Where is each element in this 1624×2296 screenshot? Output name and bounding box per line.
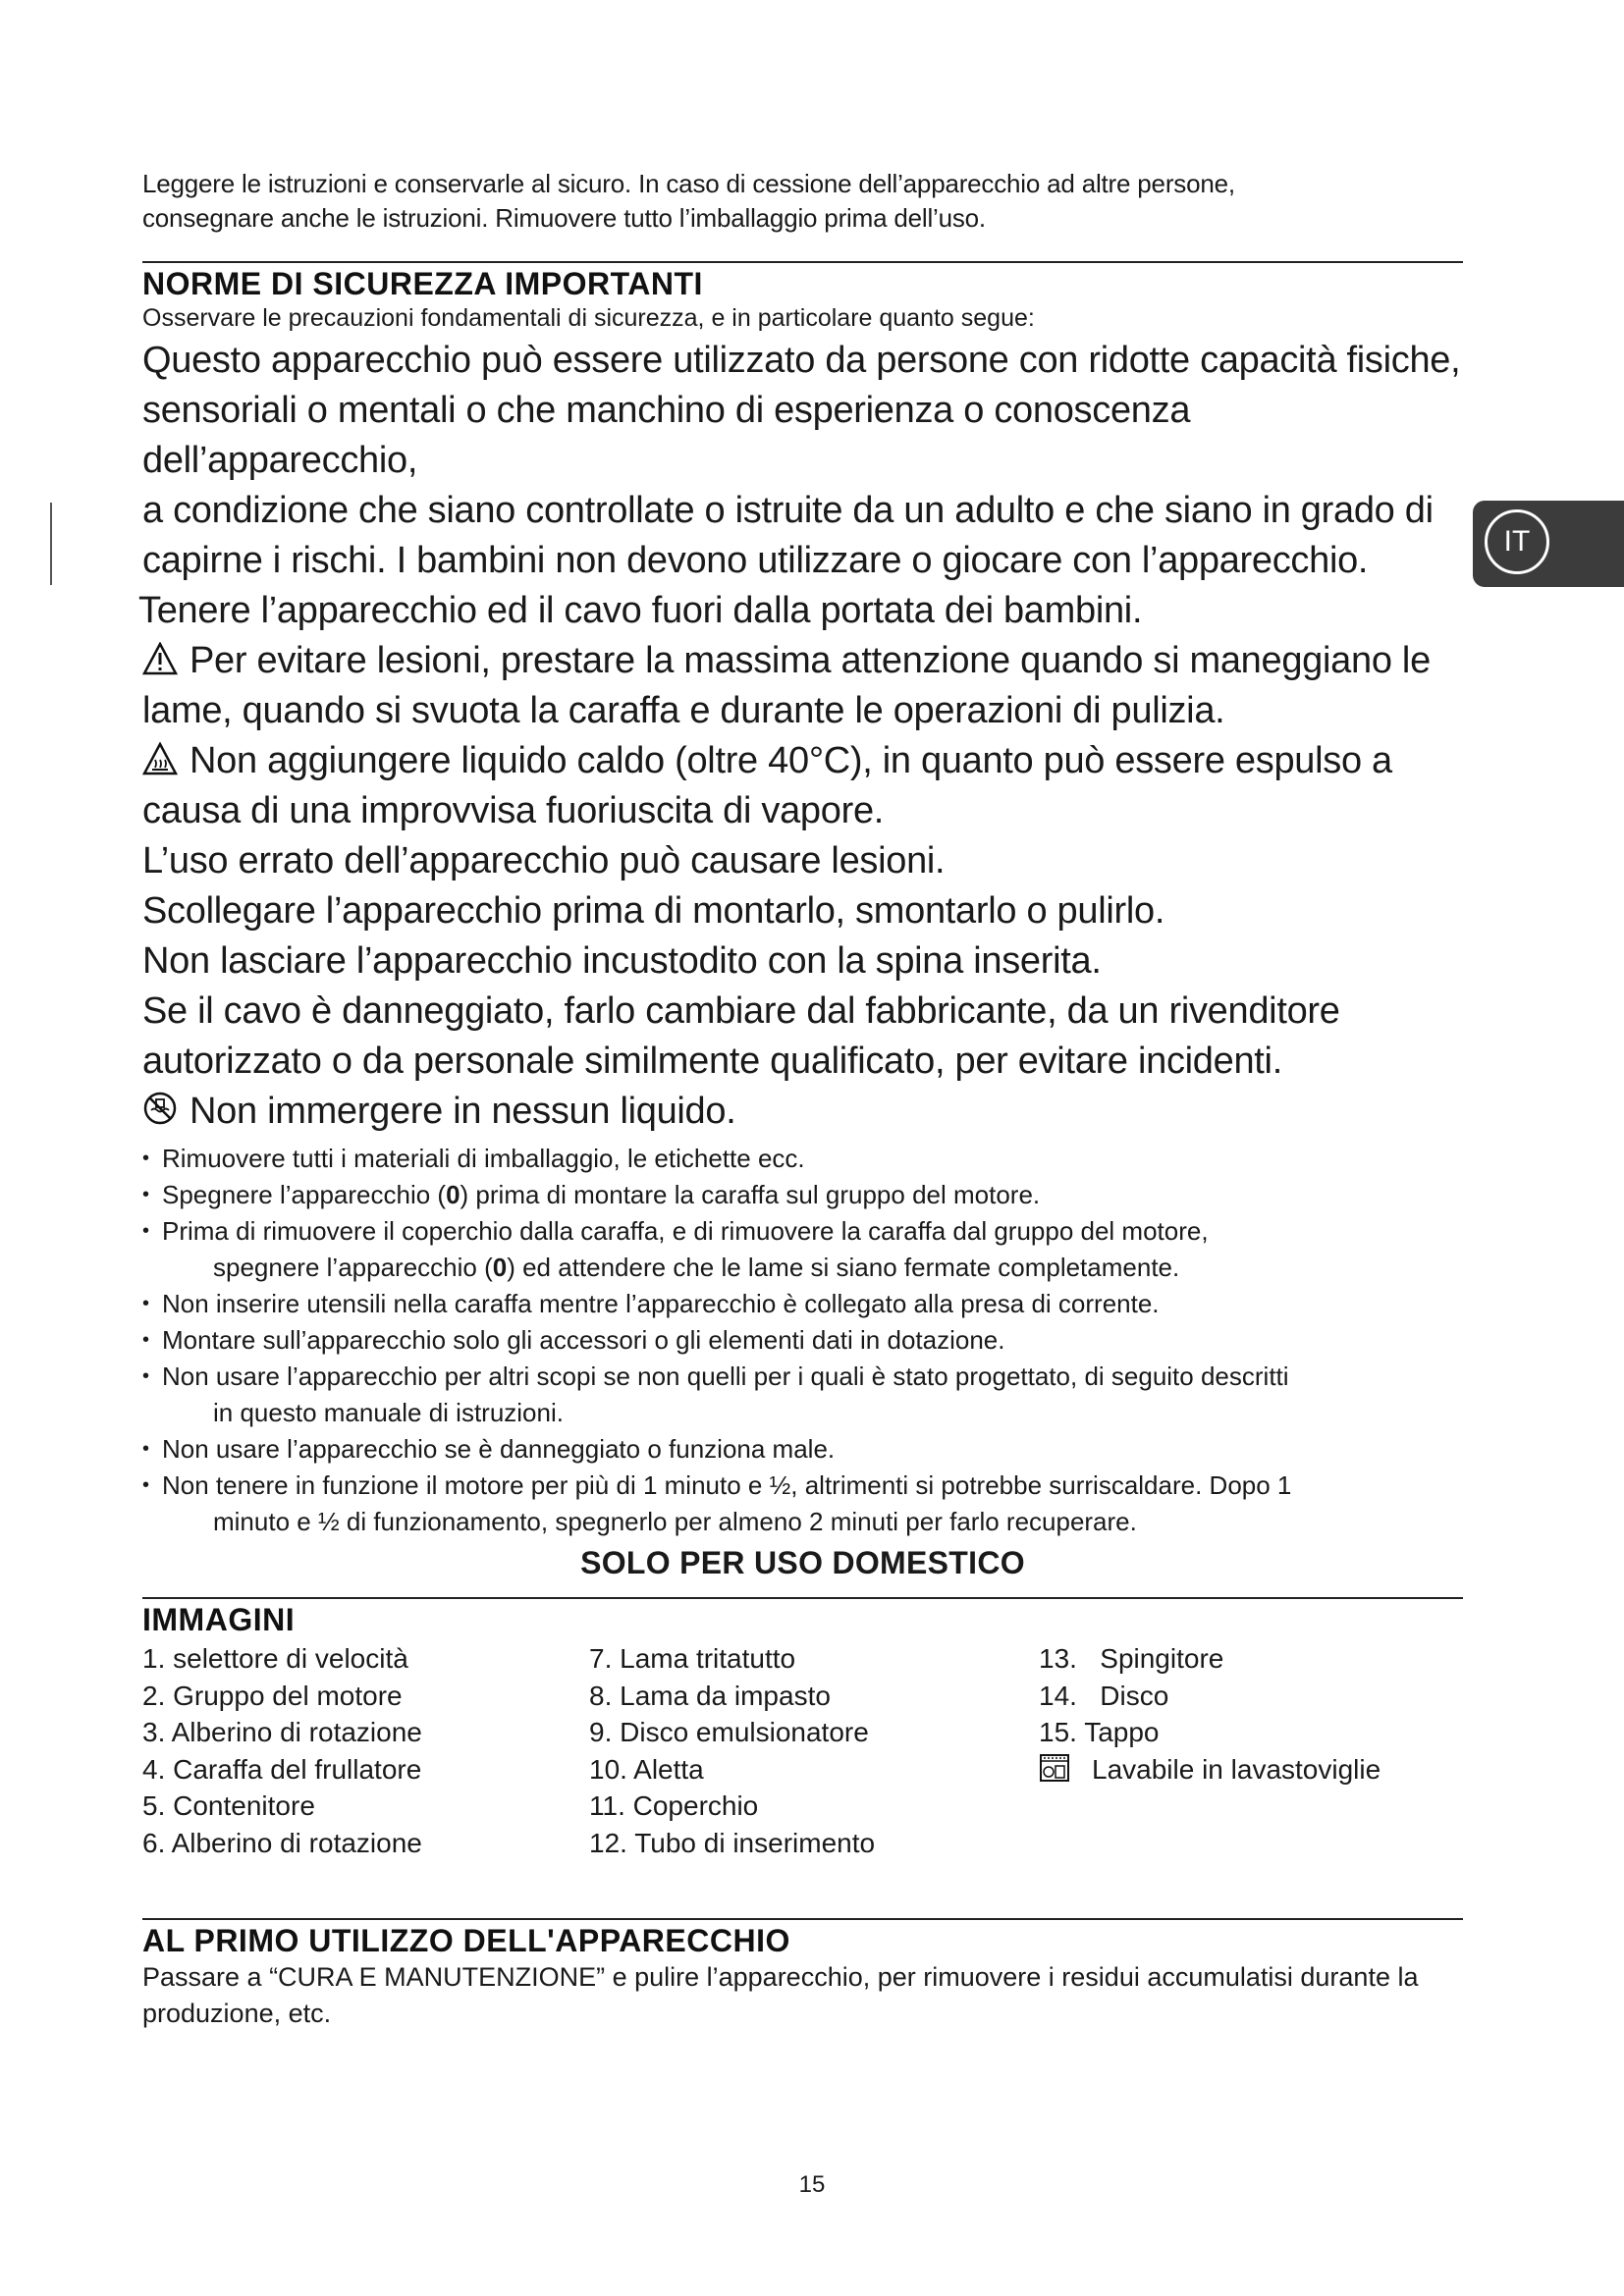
part-item: 4. Caraffa del frullatore [142,1753,422,1785]
part-item: 6. Alberino di rotazione [142,1827,422,1858]
warning-line: L’uso errato dell’apparecchio può causare lesioni. [142,840,946,881]
warning-line: Questo apparecchio può essere utilizzato da persone con ridotte capacità fisiche, [142,340,1461,381]
warning-line-with-icon [142,1087,1463,1137]
hot-surface-warning-icon [142,739,178,773]
warning-text: Non aggiungere liquido caldo (oltre 40°C), in quanto può essere espulso a [189,740,1392,781]
safety-title: NORME DI SICUREZZA IMPORTANTI [142,266,703,301]
language-tab-label: IT [1485,509,1549,574]
part-item: 14. Disco [1039,1680,1169,1711]
warning-line: capirne i rischi. I bambini non devono utilizzare o giocare con l’apparecchio. [142,540,1369,581]
list-item [142,1322,1463,1359]
page-content [138,167,1463,2032]
margin-mark [50,503,52,585]
part-item: 11. Coperchio [589,1790,759,1821]
list-item-text: Rimuovere tutti i materiali di imballaggio, le etichette ecc. [162,1144,805,1173]
warning-line: autorizzato o da personale similmente qualificato, per evitare incidenti. [142,1041,1282,1082]
first-use-title: AL PRIMO UTILIZZO DELL'APPARECCHIO [142,1923,790,1958]
list-item-continuation: minuto e ½ di funzionamento, spegnerlo per almeno 2 minuti per farlo recuperare. [213,1507,1137,1536]
list-item-text: Non usare l’apparecchio se è danneggiato o funziona male. [162,1434,836,1464]
list-item [142,1431,1463,1468]
list-item-text: Non usare l’apparecchio per altri scopi se non quelli per i quali è stato progettato, di seguito descritti [162,1362,1289,1391]
list-item-text: Prima di rimuovere il coperchio dalla caraffa, e di rimuovere la caraffa dal gruppo del motore, [162,1216,1209,1246]
warning-text: Non immergere in nessun liquido. [189,1091,736,1132]
warning-line: Tenere l’apparecchio ed il cavo fuori dalla portata dei bambini. [138,590,1143,631]
list-item-text: Non tenere in funzione il motore per più di 1 minuto e ½, altrimenti si potrebbe surriscaldare. Dopo 1 [162,1470,1292,1500]
part-item: 7. Lama tritatutto [589,1643,796,1674]
no-immerse-icon [142,1090,178,1123]
part-item: 5. Contenitore [142,1790,315,1821]
list-item-continuation: spegnere l’apparecchio (0) ed attendere che le lame si siano fermate completamente. [213,1253,1180,1282]
list-item-continuation: in questo manuale di istruzioni. [213,1398,564,1427]
list-item [142,1286,1463,1322]
warning-line-with-icon [142,736,1463,786]
safety-warnings [138,336,1463,1137]
warning-triangle-icon [142,639,178,672]
intro-line: Leggere le istruzioni e conservarle al sicuro. In caso di cessione dell’apparecchio ad altre persone, [142,169,1235,198]
dishwasher-icon [1039,1753,1070,1783]
safety-bullets [142,1141,1463,1540]
page-number: 15 [798,2171,826,2198]
part-item: 8. Lama da impasto [589,1680,831,1711]
dishwasher-label: Lavabile in lavastoviglie [1092,1753,1381,1785]
section-divider [142,261,1463,263]
list-item [142,1177,1463,1213]
warning-line: Se il cavo è danneggiato, farlo cambiare dal fabbricante, da un rivenditore [142,990,1340,1032]
part-item: 13. Spingitore [1039,1643,1224,1674]
warning-line: lame, quando si svuota la caraffa e durante le operazioni di pulizia. [142,690,1225,731]
list-item [142,1213,1463,1286]
warning-line: sensoriali o mentali o che manchino di esperienza o conoscenza dell’apparecchio, [142,390,1191,481]
list-item [142,1359,1463,1431]
part-item: 1. selettore di velocità [142,1643,408,1674]
intro-line: consegnare anche le istruzioni. Rimuovere tutto l’imballaggio prima dell’uso. [142,203,986,233]
warning-line: Non lasciare l’apparecchio incustodito con la spina inserita. [142,940,1102,982]
images-title: IMMAGINI [142,1602,296,1637]
part-item: 9. Disco emulsionatore [589,1717,869,1747]
warning-text: Per evitare lesioni, prestare la massima attenzione quando si maneggiano le [189,640,1431,681]
list-item-text: Montare sull’apparecchio solo gli accessori o gli elementi dati in dotazione. [162,1325,1005,1355]
list-item-text: Non inserire utensili nella caraffa mentre l’apparecchio è collegato alla presa di corrente. [162,1289,1160,1318]
domestic-use-heading: SOLO PER USO DOMESTICO [580,1545,1025,1580]
dishwasher-legend [1039,1751,1451,1789]
part-item: 3. Alberino di rotazione [142,1717,422,1747]
parts-column [142,1640,589,1861]
warning-line: a condizione che siano controllate o istruite da un adulto e che siano in grado di [142,490,1434,531]
safety-subtitle: Osservare le precauzioni fondamentali di sicurezza, e in particolare quanto segue: [142,304,1035,332]
list-item [142,1468,1463,1540]
warning-line-with-icon [142,636,1463,686]
first-use-text: Passare a “CURA E MANUTENZIONE” e pulire l’apparecchio, per rimuovere i residui accumulatisi durante la [142,1962,1419,1992]
first-use-text: produzione, etc. [142,1999,332,2028]
parts-list [142,1640,1463,1861]
warning-line: Scollegare l’apparecchio prima di montarlo, smontarlo o pulirlo. [142,890,1165,932]
part-item: 12. Tubo di inserimento [589,1827,876,1858]
part-item: 15. Tappo [1039,1717,1160,1747]
section-divider [142,1918,1463,1920]
parts-column [589,1640,1039,1861]
parts-column [1039,1640,1451,1861]
warning-line: causa di una improvvisa fuoriuscita di vapore. [142,790,885,831]
section-divider [142,1597,1463,1599]
part-item: 2. Gruppo del motore [142,1680,403,1711]
intro-text [142,167,1463,236]
list-item [142,1141,1463,1177]
part-item: 10. Aletta [589,1753,704,1785]
list-item-text: Spegnere l’apparecchio (0) prima di montare la caraffa sul gruppo del motore. [162,1180,1041,1209]
